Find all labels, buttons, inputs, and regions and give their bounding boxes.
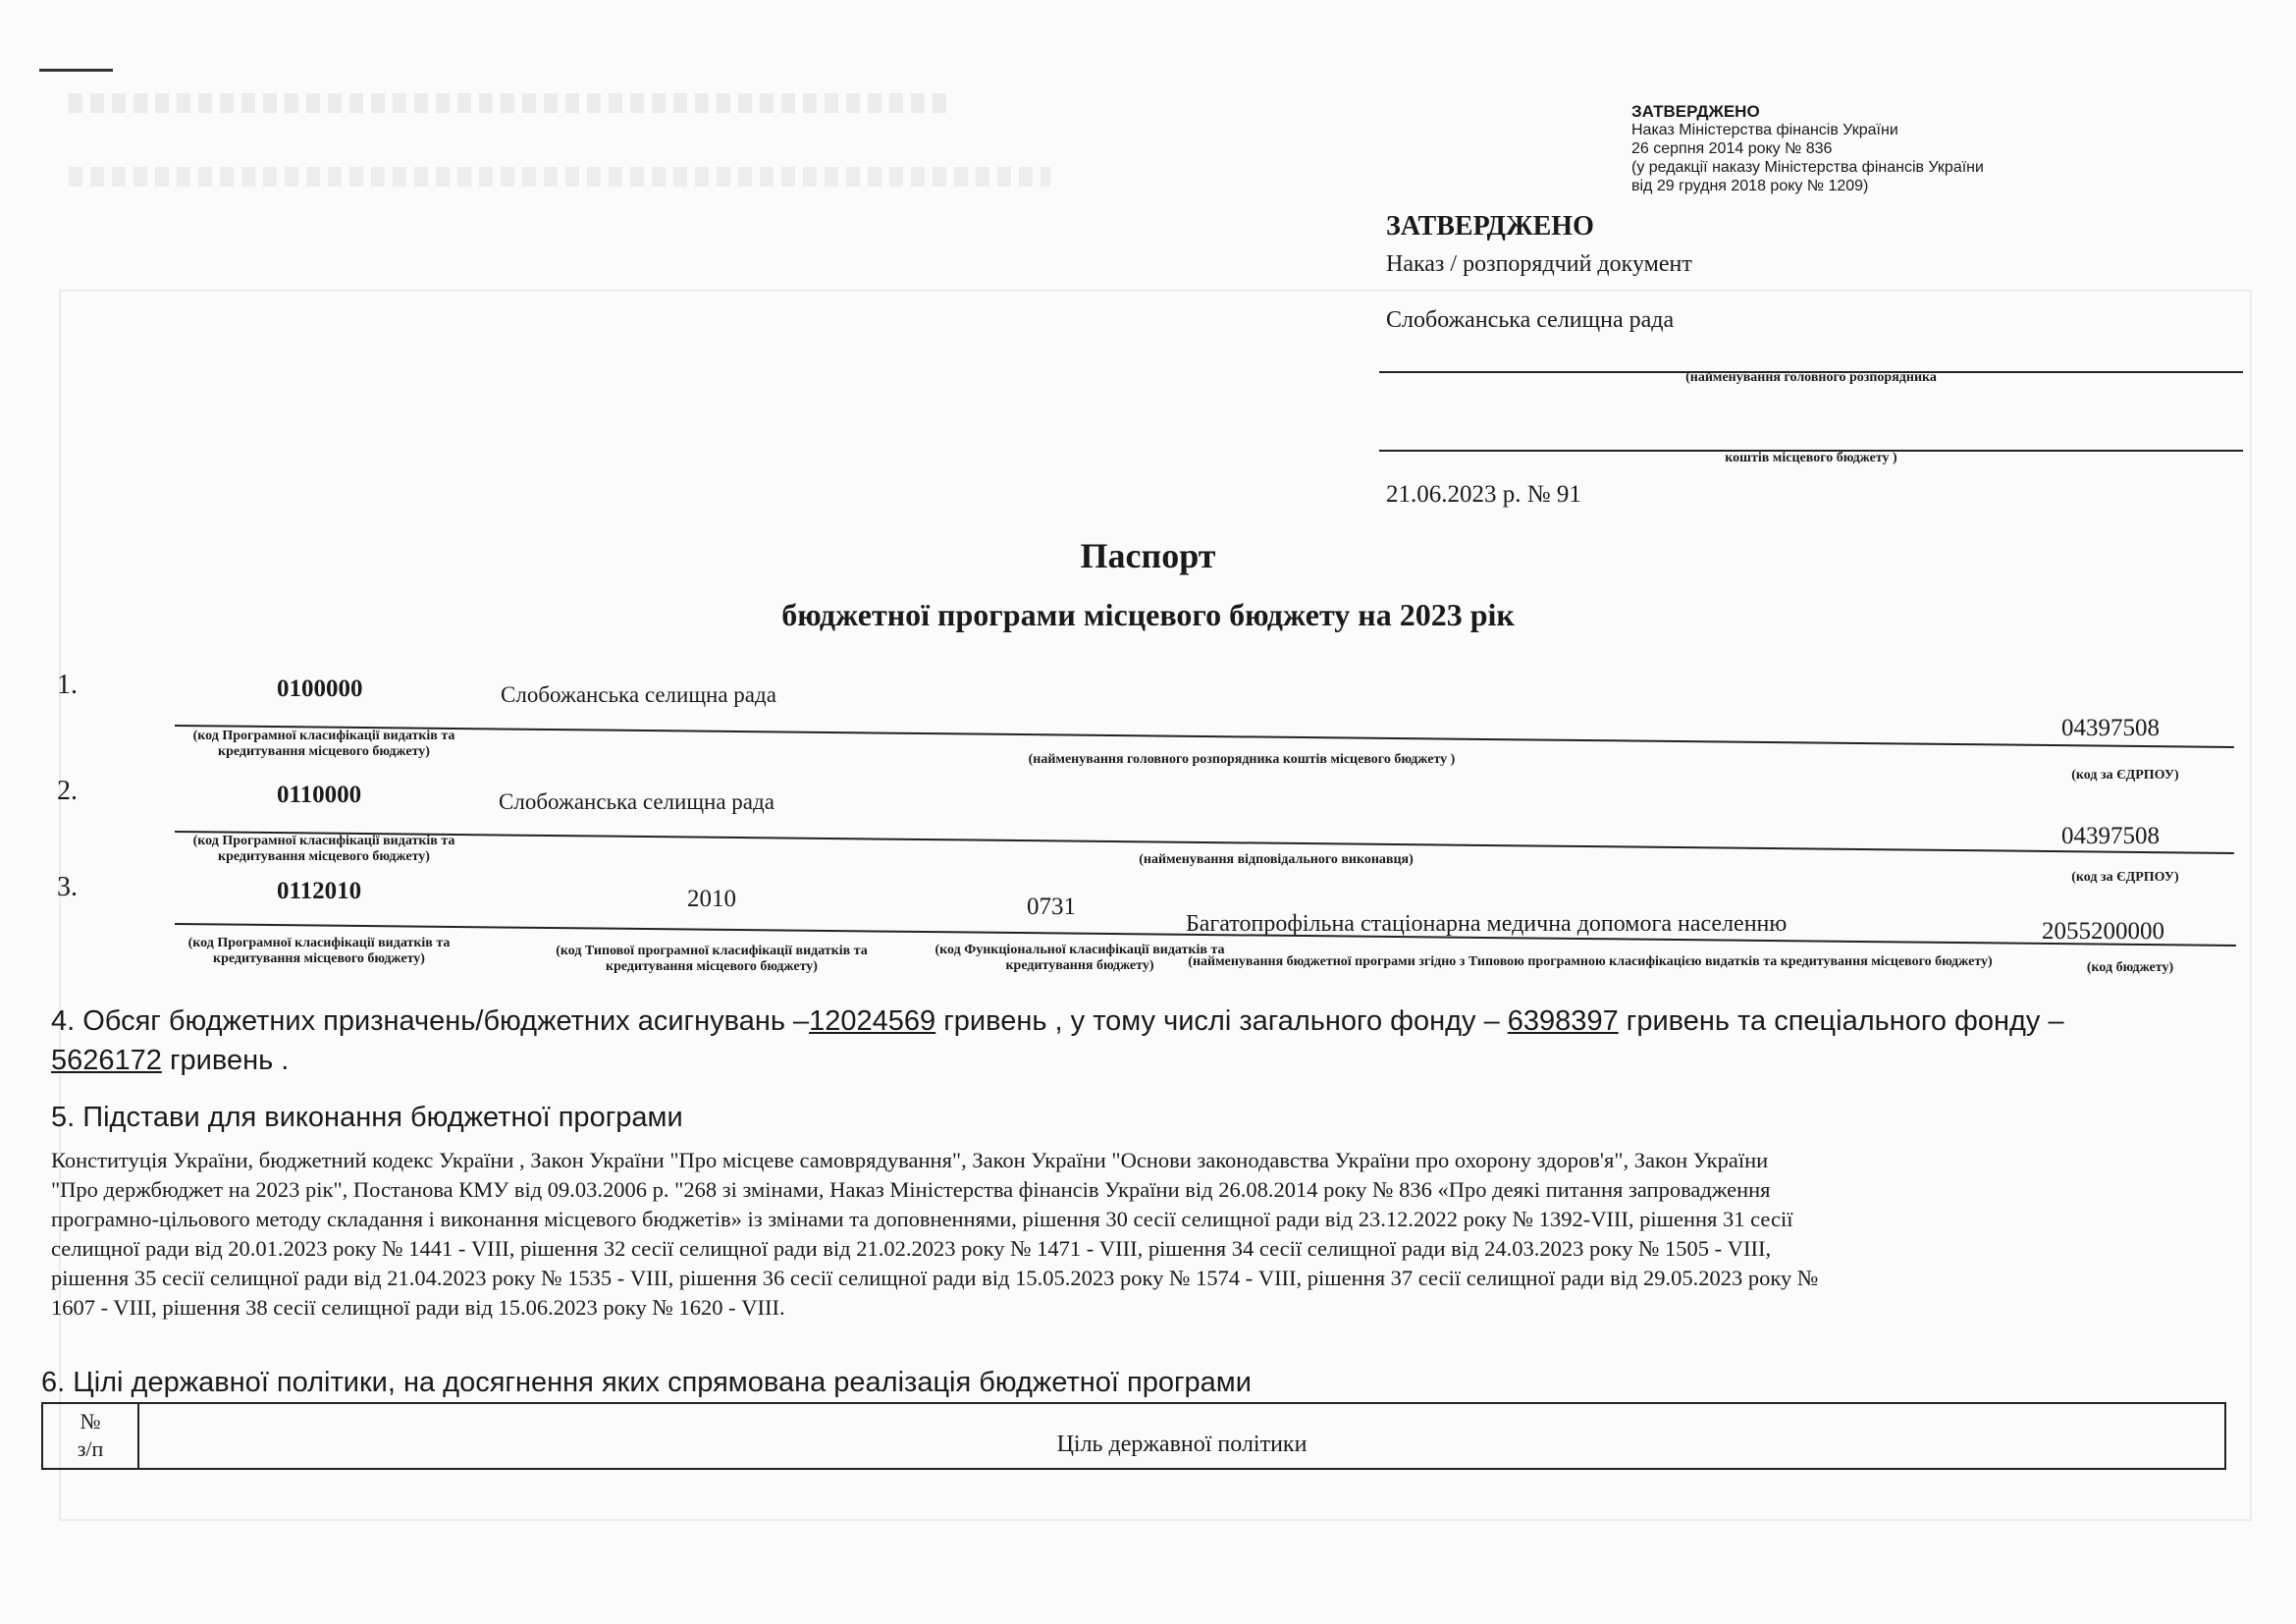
show-through-text [69, 167, 1050, 187]
row1-code: 0100000 [277, 676, 363, 702]
approval-caption-2: коштів місцевого бюджету ) [1725, 451, 1897, 465]
section4-text: гривень , у тому числі загального фонду – [935, 1005, 1508, 1037]
section4-budget-volume [51, 1001, 2250, 1080]
form-approval-line: (у редакції наказу Міністерства фінансів України [1631, 159, 1984, 176]
row2-number: 2. [57, 776, 78, 806]
row1-caption-name: (найменування головного розпорядника коштів місцевого бюджету ) [1028, 752, 1456, 767]
section6-title: 6. Цілі державної політики, на досягнення яких спрямована реалізація бюджетної програми [41, 1367, 1252, 1398]
row1-caption-edrpou: (код за ЄДРПОУ) [2071, 768, 2179, 783]
approval-date: 21.06.2023 р. № 91 [1386, 481, 1581, 508]
goals-table-num-line: № [80, 1409, 101, 1434]
approval-title: ЗАТВЕРДЖЕНО [1386, 211, 1594, 242]
row2-caption-edrpou: (код за ЄДРПОУ) [2071, 870, 2179, 885]
form-approval-line: Наказ Міністерства фінансів України [1631, 122, 1898, 138]
page-subtitle: бюджетної програми місцевого бюджету на 2023 рік [781, 597, 1515, 632]
row3-number: 3. [57, 872, 78, 902]
row3-caption-budget: (код бюджету) [2086, 960, 2174, 975]
row2-caption-name: (найменування відповідального виконавця) [1139, 852, 1414, 867]
row1-number: 1. [57, 670, 78, 700]
section5-line: програмно-цільового методу складання і виконання місцевого бюджетів» із змінами та доповненнями, рішення 30 сесії селищної ради від 23.12.2022 року № 1392-VIII, рішення 31 сесії [51, 1207, 1793, 1231]
row3-code: 0112010 [277, 878, 362, 904]
form-approval-stamp [1631, 102, 2044, 195]
row3-caption-code: (код Програмної класифікації видатків та кредитування місцевого бюджету) [187, 936, 451, 966]
section4-text: гривень . [161, 1045, 290, 1076]
show-through-rule [39, 69, 113, 72]
section5-line: селищної ради від 20.01.2023 року № 1441 - VIII, рішення 32 сесії селищної ради від 21.02.2023 року № 1471 - VIII, рішення 34 сесії селищної ради від 24.03.2023 року № 1505 - VIII, [51, 1236, 1772, 1261]
goals-table-num-line: з/п [77, 1436, 104, 1461]
section5-line: "Про держбюджет на 2023 рік", Постанова КМУ від 09.03.2006 р. "268 зі змінами, Наказ Міністерства фінансів України від 26.08.2014 року № 836 «Про деякі питання запровадження [51, 1177, 1771, 1202]
row1-edrpou: 04397508 [2061, 715, 2160, 741]
section5-line: Конституція України, бюджетний кодекс України , Закон України "Про місцеве самоврядування", Закон України "Основи законодавства України про охорону здоров'я", Закон України [51, 1148, 1769, 1172]
approval-caption-1: (найменування головного розпорядника [1685, 370, 1937, 385]
row3-caption-func: (код Функціональної класифікації видатків та кредитування бюджету) [934, 943, 1225, 973]
row3-caption-typical: (код Типової програмної класифікації видатків та кредитування місцевого бюджету) [556, 944, 868, 974]
section5-line: 1607 - VIII, рішення 38 сесії селищної ради від 15.06.2023 року № 1620 - VIII. [51, 1295, 785, 1320]
form-approval-line: від 29 грудня 2018 року № 1209) [1631, 178, 1869, 194]
row2-edrpou: 04397508 [2061, 823, 2160, 849]
section4-text: гривень та спеціального фонду – [1618, 1005, 2064, 1037]
show-through-text [69, 93, 952, 113]
row3-budget-code: 2055200000 [2042, 918, 2164, 945]
page-title: Паспорт [1080, 536, 1216, 575]
section4-text: 4. Обсяг бюджетних призначень/бюджетних асигнувань – [51, 1005, 810, 1037]
row1-caption-code: (код Програмної класифікації видатків та кредитування місцевого бюджету) [192, 729, 455, 759]
section5-body [51, 1146, 2250, 1323]
row2-code: 0110000 [277, 782, 362, 808]
section4-special-fund: 5626172 [51, 1045, 162, 1076]
row3-caption-name: (найменування бюджетної програми згідно з Типовою програмною класифікацією видатків та кредитування місцевого бюджету) [1188, 954, 1993, 969]
row2-name: Слобожанська селищна рада [499, 789, 774, 814]
row3-func-code: 0731 [1027, 893, 1076, 920]
goals-table-goal-header: Ціль державної політики [1056, 1432, 1308, 1457]
row1-name: Слобожанська селищна рада [501, 682, 776, 707]
form-approval-line: 26 серпня 2014 року № 836 [1631, 140, 1833, 157]
approval-org: Слобожанська селищна рада [1386, 307, 1675, 333]
row2-caption-code: (код Програмної класифікації видатків та кредитування місцевого бюджету) [192, 834, 455, 864]
form-approval-title: ЗАТВЕРДЖЕНО [1631, 102, 1760, 121]
section5-line: рішення 35 сесії селищної ради від 21.04.2023 року № 1535 - VIII, рішення 36 сесії селищної ради від 15.05.2023 року № 1574 - VIII, рішення 37 сесії селищної ради від 29.05.2023 року № [51, 1266, 1819, 1290]
show-through-table [59, 290, 2252, 1521]
goals-table-num-header [43, 1404, 139, 1468]
section5-title: 5. Підстави для виконання бюджетної програми [51, 1102, 683, 1133]
goals-table-header [41, 1402, 2226, 1470]
row3-typical-code: 2010 [687, 886, 736, 912]
section4-total: 12024569 [809, 1005, 936, 1037]
row3-program-name: Багатопрофільна стаціонарна медична допомога населенню [1186, 911, 1788, 937]
approval-doc-label: Наказ / розпорядчий документ [1386, 251, 1692, 277]
section4-general-fund: 6398397 [1507, 1005, 1619, 1037]
